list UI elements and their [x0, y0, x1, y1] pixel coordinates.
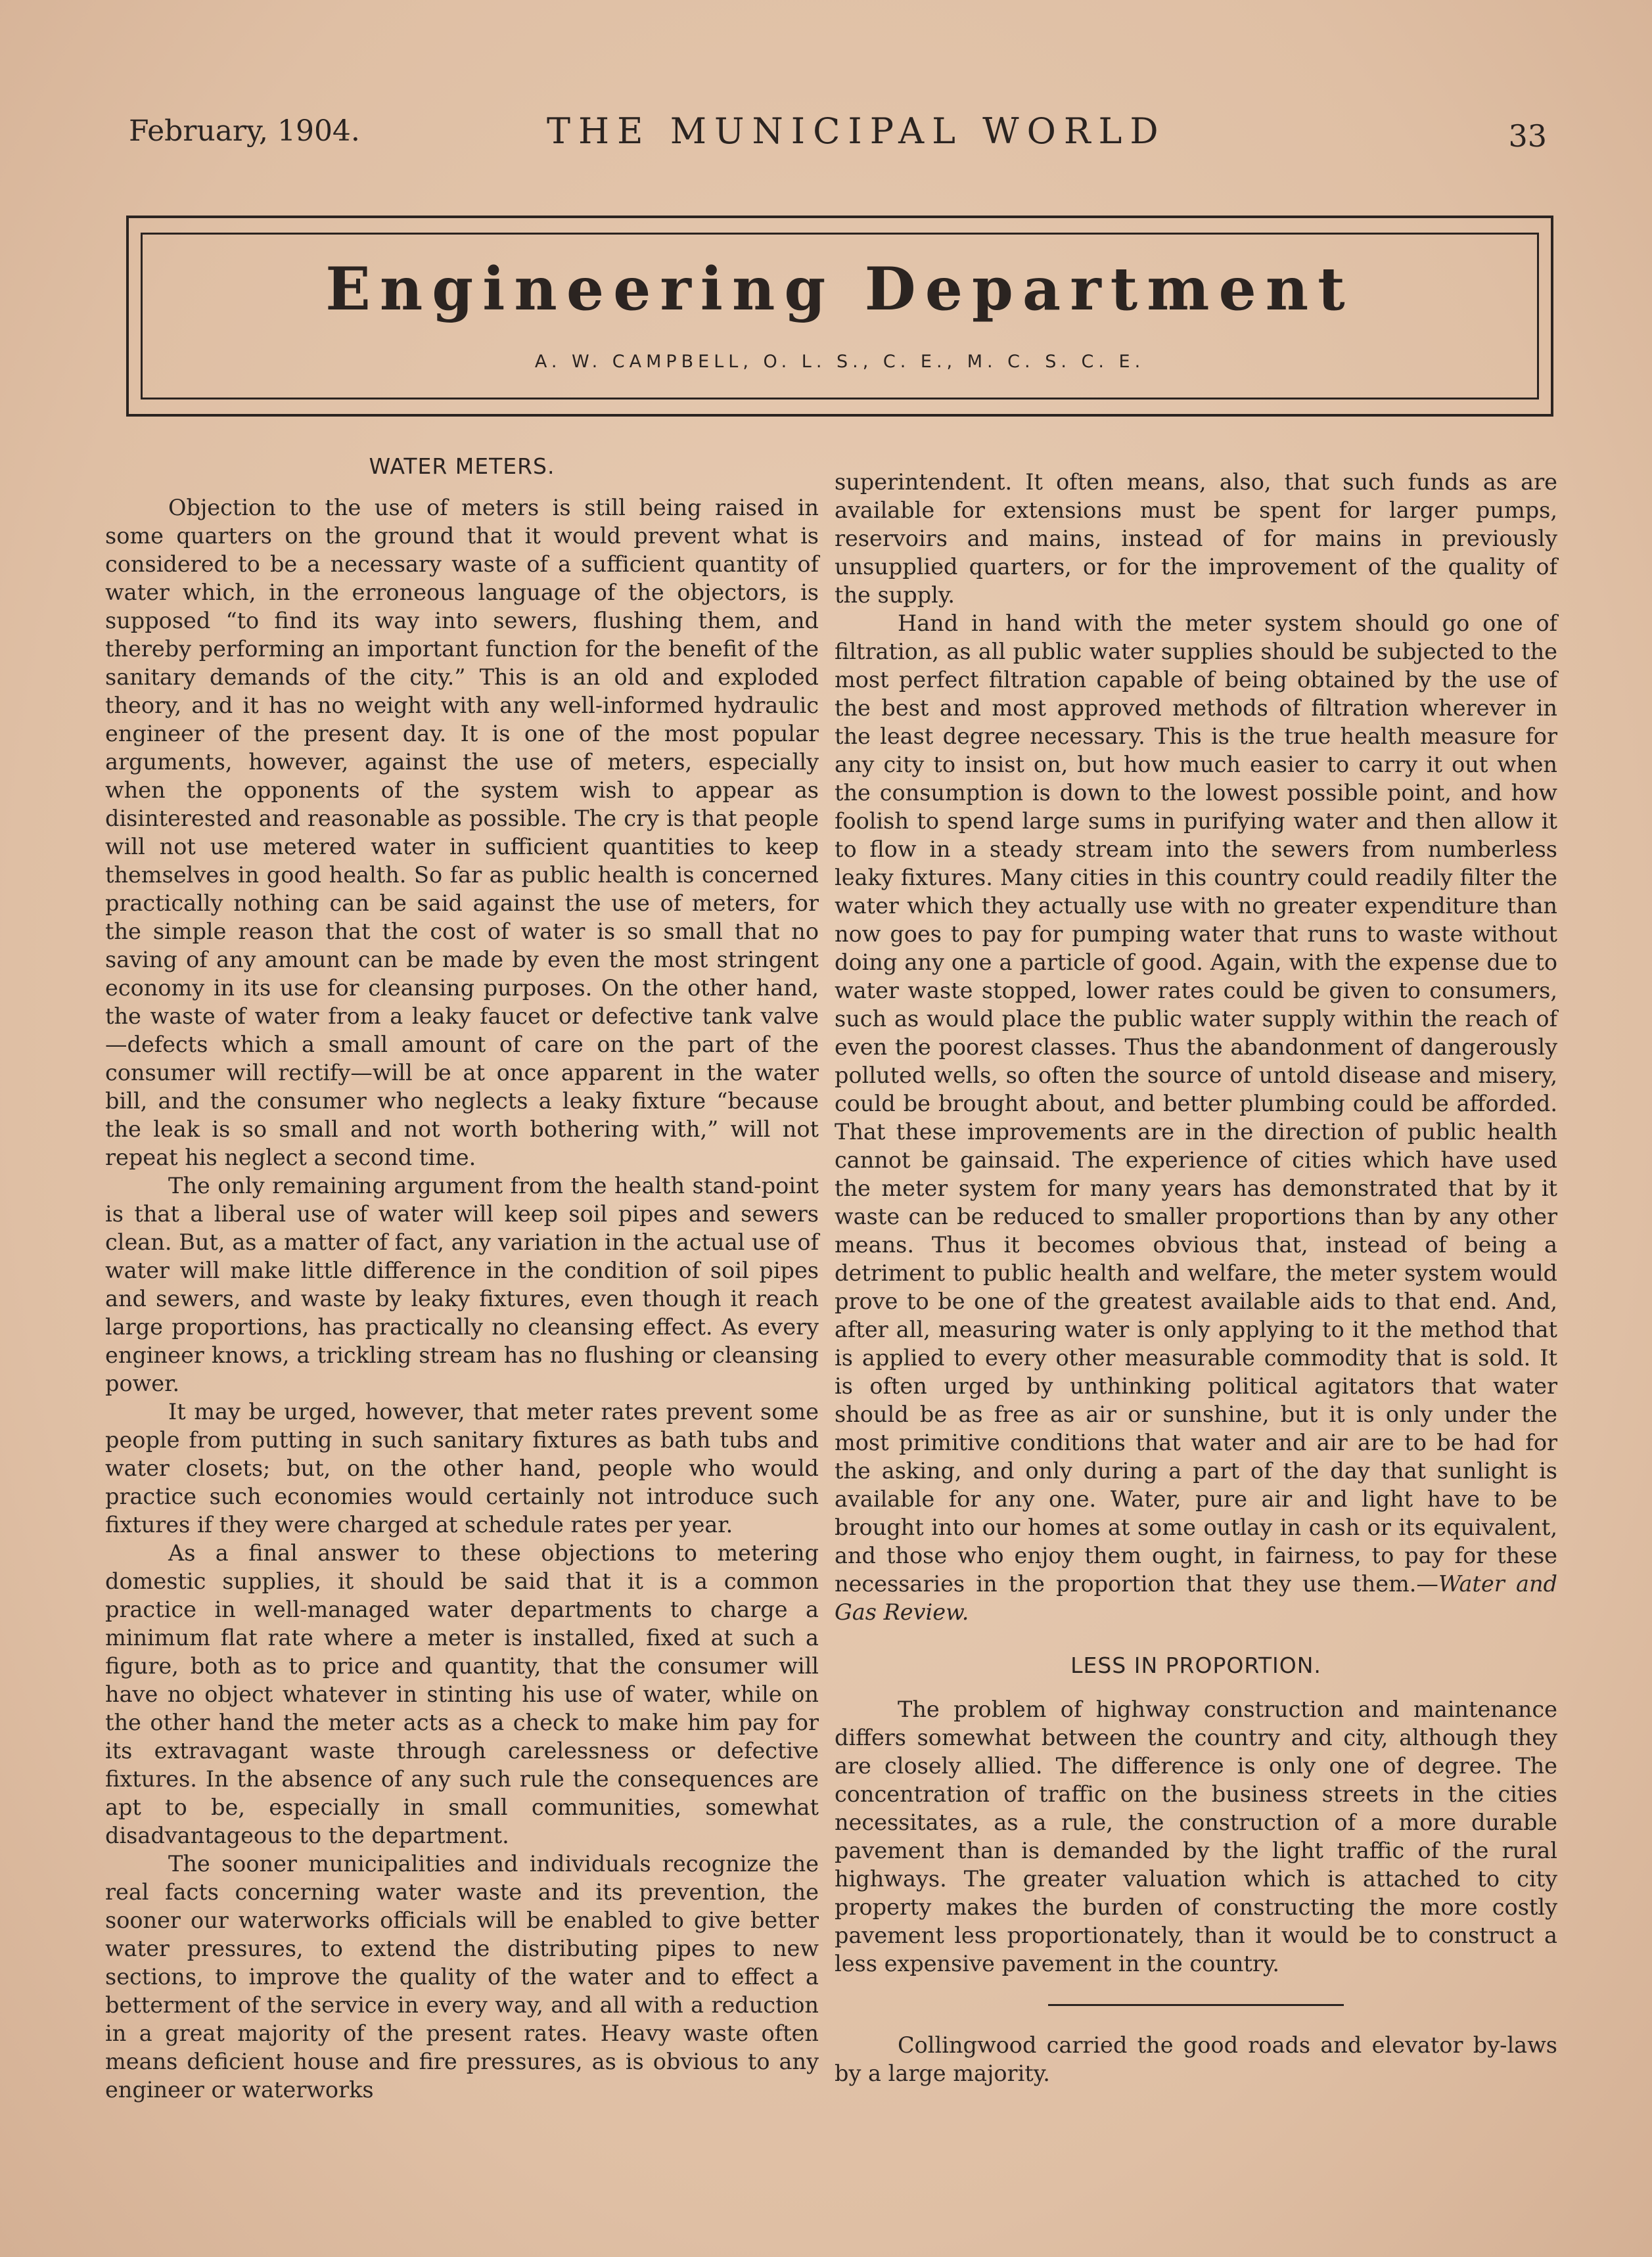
department-title: Engineering Department — [325, 254, 1354, 324]
news-note: Collingwood carried the good roads and elevator by-laws by a large majority. — [835, 2032, 1557, 2086]
article-paragraph-final — [835, 609, 1557, 1626]
final-paragraph-text: Hand in hand with the meter system should go one of filtration, as all public water supplies should be subjected to the most perfect filtration capable of being obtained by the use of the best and most approved methods of filtration wherever in the least degree necessary. This is the true health measure for any city to insist on, but how much easier to carry it out when the consumption is down to the lowest possible point, and how foolish to spend large sums in purifying water and then allow it to flow in a steady stream into the sewers from numberless leaky fixtures. Many cities in this country could readily filter the water which they actually use with no greater expenditure than now goes to pay for pumping water that runs to waste without doing any one a particle of good. Again, with the expense due to water waste stopped, lower rates could be given to consumers, such as would place the public water supply within the reach of even the poorest classes. Thus the abandonment of dangerously polluted wells, so often the source of untold disease and misery, could be brought about, and better plumbing could be afforded. That these improvements are in the direction of public health cannot be gainsaid. The experience of cities which have used the meter system for many years has demonstrated that by it waste can be reduced to smaller proportions than by any other means. Thus it becomes obvious that, instead of being a detriment to public health and welfare, the meter system would prove to be one of the greatest available aids to that end. And, after all, measuring water is only applying to it the method that is applied to every other measurable commodity that is sold. It is often urged by unthinking political agitators that water should be as free as air or sunshine, but it is only under the most primitive conditions that water and air are to be had for the asking, and only during a part of the day that sunlight is available for any one. Water, pure air and light have to be brought into our homes at some outlay in cash or its equivalent, and those who enjoy them ought, in fairness, to pay for these necessaries in the proportion that they use them.— — [835, 610, 1557, 1597]
article-paragraph: The problem of highway construction and maintenance differs somewhat between the country and city, although they are closely allied. The difference is only one of degree. The concentration of traffic on the business streets in the cities necessitates, as a rule, the construction of a more durable pavement than is demanded by the light traffic of the rural highways. The greater valuation which is attached to city property makes the burden of constructing the more costly pavement less proportionately, than it would be to construct a less expensive pavement in the country. — [835, 1697, 1557, 1976]
right-column — [835, 468, 1557, 2087]
department-author: A. W. CAMPBELL, O. L. S., C. E., M. C. S. C. E. — [534, 352, 1145, 372]
less-in-proportion-heading: LESS IN PROPORTION. — [1070, 1653, 1321, 1678]
article-paragraph: The sooner municipalities and individuals recognize the real facts concerning water waste and its prevention, the sooner our waterworks officials will be enabled to give better water pressures, to extend the distributing pipes to new sections, to improve the quality of the water and to effect a betterment of the service in every way, and all with a reduction in a great majority of the present rates. Heavy waste often means deficient house and fire pressures, as is obvious to any engineer or waterworks — [105, 1851, 819, 2103]
left-column — [105, 453, 819, 2104]
issue-date: February, 1904. — [129, 114, 360, 148]
source-citation: Water and Gas Review. — [835, 1571, 1557, 1625]
running-head — [129, 110, 1547, 163]
water-meters-heading: WATER METERS. — [369, 453, 555, 479]
publication-title: THE MUNICIPAL WORLD — [547, 110, 1166, 152]
article-paragraph: Objection to the use of meters is still being raised in some quarters on the ground that it would prevent what is considered to be a necessary waste of a sufficient quantity of water which, in the erroneous language of the objectors, is supposed “to find its way into sewers, flushing them, and thereby performing an important function for the benefit of the sanitary demands of the city.” This is an old and exploded theory, and it has no weight with any well-informed hydraulic engineer of the present day. It is one of the most popular arguments, however, against the use of meters, especially when the opponents of the system wish to appear as disinterested and reasonable as possible. The cry is that people will not use metered water in sufficient quantities to keep themselves in good health. So far as public health is concerned practically nothing can be said against the use of meters, for the simple reason that the cost of water is so small that no saving of any amount can be made by even the most stringent economy in its use for cleansing purposes. On the other hand, the waste of water from a leaky faucet or defective tank valve—defects which a small amount of care on the part of the consumer will rectify—will be at once apparent in the water bill, and the consumer who neglects a leaky fixture “because the leak is so small and not worth bothering with,” will not repeat his neglect a second time. — [105, 495, 819, 1170]
article-paragraph: The only remaining argument from the health stand-point is that a liberal use of water will keep soil pipes and sewers clean. But, as a matter of fact, any variation in the actual use of water will make little difference in the condition of soil pipes and sewers, and waste by leaky fixtures, even though it reach large proportions, has practically no cleansing effect. As every engineer knows, a trickling stream has no flushing or cleansing power. — [105, 1173, 819, 1396]
page-number: 33 — [1508, 118, 1547, 154]
department-banner-inner-frame — [141, 233, 1539, 399]
department-banner — [126, 216, 1553, 417]
section-divider — [1048, 2004, 1344, 2006]
article-paragraph: It may be urged, however, that meter rates prevent some people from putting in such sanitary fixtures as bath tubs and water closets; but, on the other hand, people who would practice such economies would certainly not introduce such fixtures if they were charged at schedule rates per year. — [105, 1399, 819, 1538]
article-paragraph: As a final answer to these objections to metering domestic supplies, it should be said that it is a common practice in well-managed water departments to charge a minimum flat rate where a meter is installed, fixed at such a figure, both as to price and quantity, that the consumer will have no object whatever in stinting his use of water, while on the other hand the meter acts as a check to make him pay for its extravagant waste through carelessness or defective fixtures. In the absence of any such rule the consequences are apt to be, especially in small communities, somewhat disadvantageous to the department. — [105, 1540, 819, 1848]
article-paragraph-continued: superintendent. It often means, also, that such funds as are available for extensions must be spent for larger pumps, reservoirs and mains, instead of for mains in previously unsupplied quarters, or for the improvement of the quality of the supply. — [835, 469, 1557, 608]
